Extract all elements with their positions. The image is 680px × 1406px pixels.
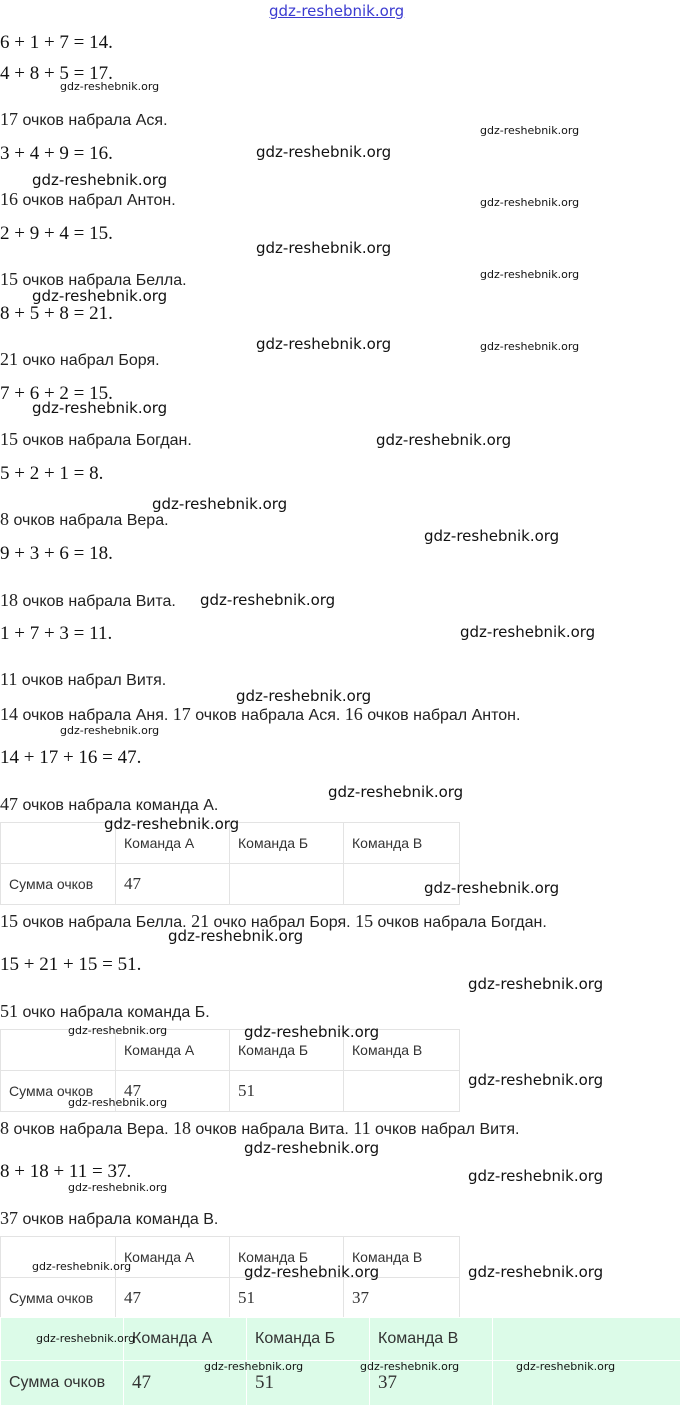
team-a-result: 47 очков набрала команда А.	[0, 793, 218, 817]
row-label: Сумма очков	[1, 1071, 116, 1112]
watermark: gdz-reshebnik.org	[516, 1360, 615, 1373]
watermark: gdz-reshebnik.org	[32, 171, 167, 189]
watermark: gdz-reshebnik.org	[468, 1263, 603, 1281]
watermark: gdz-reshebnik.org	[360, 1360, 459, 1373]
team-b-equation: 15 + 21 + 15 = 51.	[0, 954, 141, 976]
team-a-equation: 14 + 17 + 16 = 47.	[0, 747, 141, 769]
equation: 6 + 1 + 7 = 14.	[0, 32, 113, 54]
watermark: gdz-reshebnik.org	[468, 975, 603, 993]
team-c-summary: 8 очков набрала Вера. 18 очков набрала Вита. 11 очков набрал Витя.	[0, 1117, 519, 1141]
header-team-c: Команда В	[370, 1318, 493, 1361]
equation: 9 + 3 + 6 = 18.	[0, 543, 113, 565]
header-team-c: Команда В	[344, 823, 460, 864]
watermark: gdz-reshebnik.org	[68, 1024, 167, 1037]
score-team-c	[344, 1071, 460, 1112]
watermark: gdz-reshebnik.org	[204, 1360, 303, 1373]
header-team-a: Команда А	[116, 1237, 230, 1278]
equation: 4 + 8 + 5 = 17.	[0, 63, 113, 85]
watermark: gdz-reshebnik.org	[236, 687, 371, 705]
watermark: gdz-reshebnik.org	[256, 143, 391, 161]
statement: 15 очков набрала Белла.	[0, 268, 187, 292]
header-team-a: Команда А	[116, 1030, 230, 1071]
watermark: gdz-reshebnik.org	[424, 527, 559, 545]
watermark: gdz-reshebnik.org	[68, 1096, 167, 1109]
score-team-a: 47	[116, 1071, 230, 1112]
watermark-link[interactable]: gdz-reshebnik.org	[269, 2, 404, 20]
statement: 21 очко набрал Боря.	[0, 348, 160, 372]
score-team-a: 47	[116, 864, 230, 905]
watermark: gdz-reshebnik.org	[468, 1167, 603, 1185]
watermark: gdz-reshebnik.org	[168, 927, 303, 945]
equation: 3 + 4 + 9 = 16.	[0, 143, 113, 165]
score-team-b: 51	[230, 1071, 344, 1112]
watermark: gdz-reshebnik.org	[152, 495, 287, 513]
watermark: gdz-reshebnik.org	[480, 268, 579, 281]
row-label: Сумма очков	[1, 1361, 124, 1406]
watermark: gdz-reshebnik.org	[424, 879, 559, 897]
team-c-result: 37 очков набрала команда В.	[0, 1207, 218, 1231]
header-team-a: Команда А	[116, 823, 230, 864]
team-a-summary: 14 очков набрала Аня. 17 очков набрала Ася. 16 очков набрал Антон.	[0, 703, 520, 727]
header-team-c: Команда В	[344, 1030, 460, 1071]
watermark: gdz-reshebnik.org	[468, 1071, 603, 1089]
watermark: gdz-reshebnik.org	[244, 1023, 379, 1041]
score-table-3	[0, 1236, 460, 1319]
statement: 15 очков набрала Богдан.	[0, 428, 192, 452]
watermark: gdz-reshebnik.org	[32, 1260, 131, 1273]
score-table-1	[0, 822, 460, 905]
statement: 16 очков набрал Антон.	[0, 188, 176, 212]
statement: 11 очков набрал Витя.	[0, 668, 166, 692]
score-team-b: 51	[230, 1278, 344, 1319]
equation: 8 + 5 + 8 = 21.	[0, 303, 113, 325]
score-team-b	[230, 864, 344, 905]
statement: 18 очков набрала Вита.	[0, 589, 176, 613]
score-team-c: 37	[370, 1361, 493, 1406]
watermark: gdz-reshebnik.org	[328, 783, 463, 801]
header-team-c: Команда В	[344, 1237, 460, 1278]
row-label: Сумма очков	[1, 864, 116, 905]
watermark: gdz-reshebnik.org	[36, 1332, 135, 1345]
equation: 2 + 9 + 4 = 15.	[0, 223, 113, 245]
header-team-b: Команда Б	[230, 1030, 344, 1071]
watermark: gdz-reshebnik.org	[256, 239, 391, 257]
empty-cell	[493, 1318, 680, 1361]
score-team-b: 51	[247, 1361, 370, 1406]
score-team-a: 47	[116, 1278, 230, 1319]
watermark: gdz-reshebnik.org	[32, 399, 167, 417]
watermark: gdz-reshebnik.org	[200, 591, 335, 609]
watermark: gdz-reshebnik.org	[60, 724, 159, 737]
equation: 7 + 6 + 2 = 15.	[0, 383, 113, 405]
watermark: gdz-reshebnik.org	[256, 335, 391, 353]
watermark: gdz-reshebnik.org	[244, 1263, 379, 1281]
header-team-b: Команда Б	[230, 823, 344, 864]
watermark: gdz-reshebnik.org	[376, 431, 511, 449]
team-b-result: 51 очко набрала команда Б.	[0, 1000, 210, 1024]
score-team-c: 37	[344, 1278, 460, 1319]
watermark: gdz-reshebnik.org	[244, 1139, 379, 1157]
watermark: gdz-reshebnik.org	[104, 815, 239, 833]
statement: 8 очков набрала Вера.	[0, 508, 169, 532]
watermark: gdz-reshebnik.org	[480, 196, 579, 209]
header-team-b: Команда Б	[230, 1237, 344, 1278]
team-c-equation: 8 + 18 + 11 = 37.	[0, 1161, 131, 1183]
watermark: gdz-reshebnik.org	[460, 623, 595, 641]
equation: 1 + 7 + 3 = 11.	[0, 623, 112, 645]
statement: 17 очков набрала Ася.	[0, 108, 168, 132]
watermark: gdz-reshebnik.org	[60, 80, 159, 93]
score-team-a: 47	[124, 1361, 247, 1406]
empty-cell	[1, 823, 116, 864]
header-team-a: Команда А	[124, 1318, 247, 1361]
watermark: gdz-reshebnik.org	[480, 124, 579, 137]
watermark: gdz-reshebnik.org	[480, 340, 579, 353]
team-b-summary: 15 очков набрала Белла. 21 очко набрал Боря. 15 очков набрала Богдан.	[0, 910, 547, 934]
watermark: gdz-reshebnik.org	[68, 1181, 167, 1194]
equation: 5 + 2 + 1 = 8.	[0, 463, 103, 485]
header-team-b: Команда Б	[247, 1318, 370, 1361]
row-label: Сумма очков	[1, 1278, 116, 1319]
watermark: gdz-reshebnik.org	[32, 287, 167, 305]
